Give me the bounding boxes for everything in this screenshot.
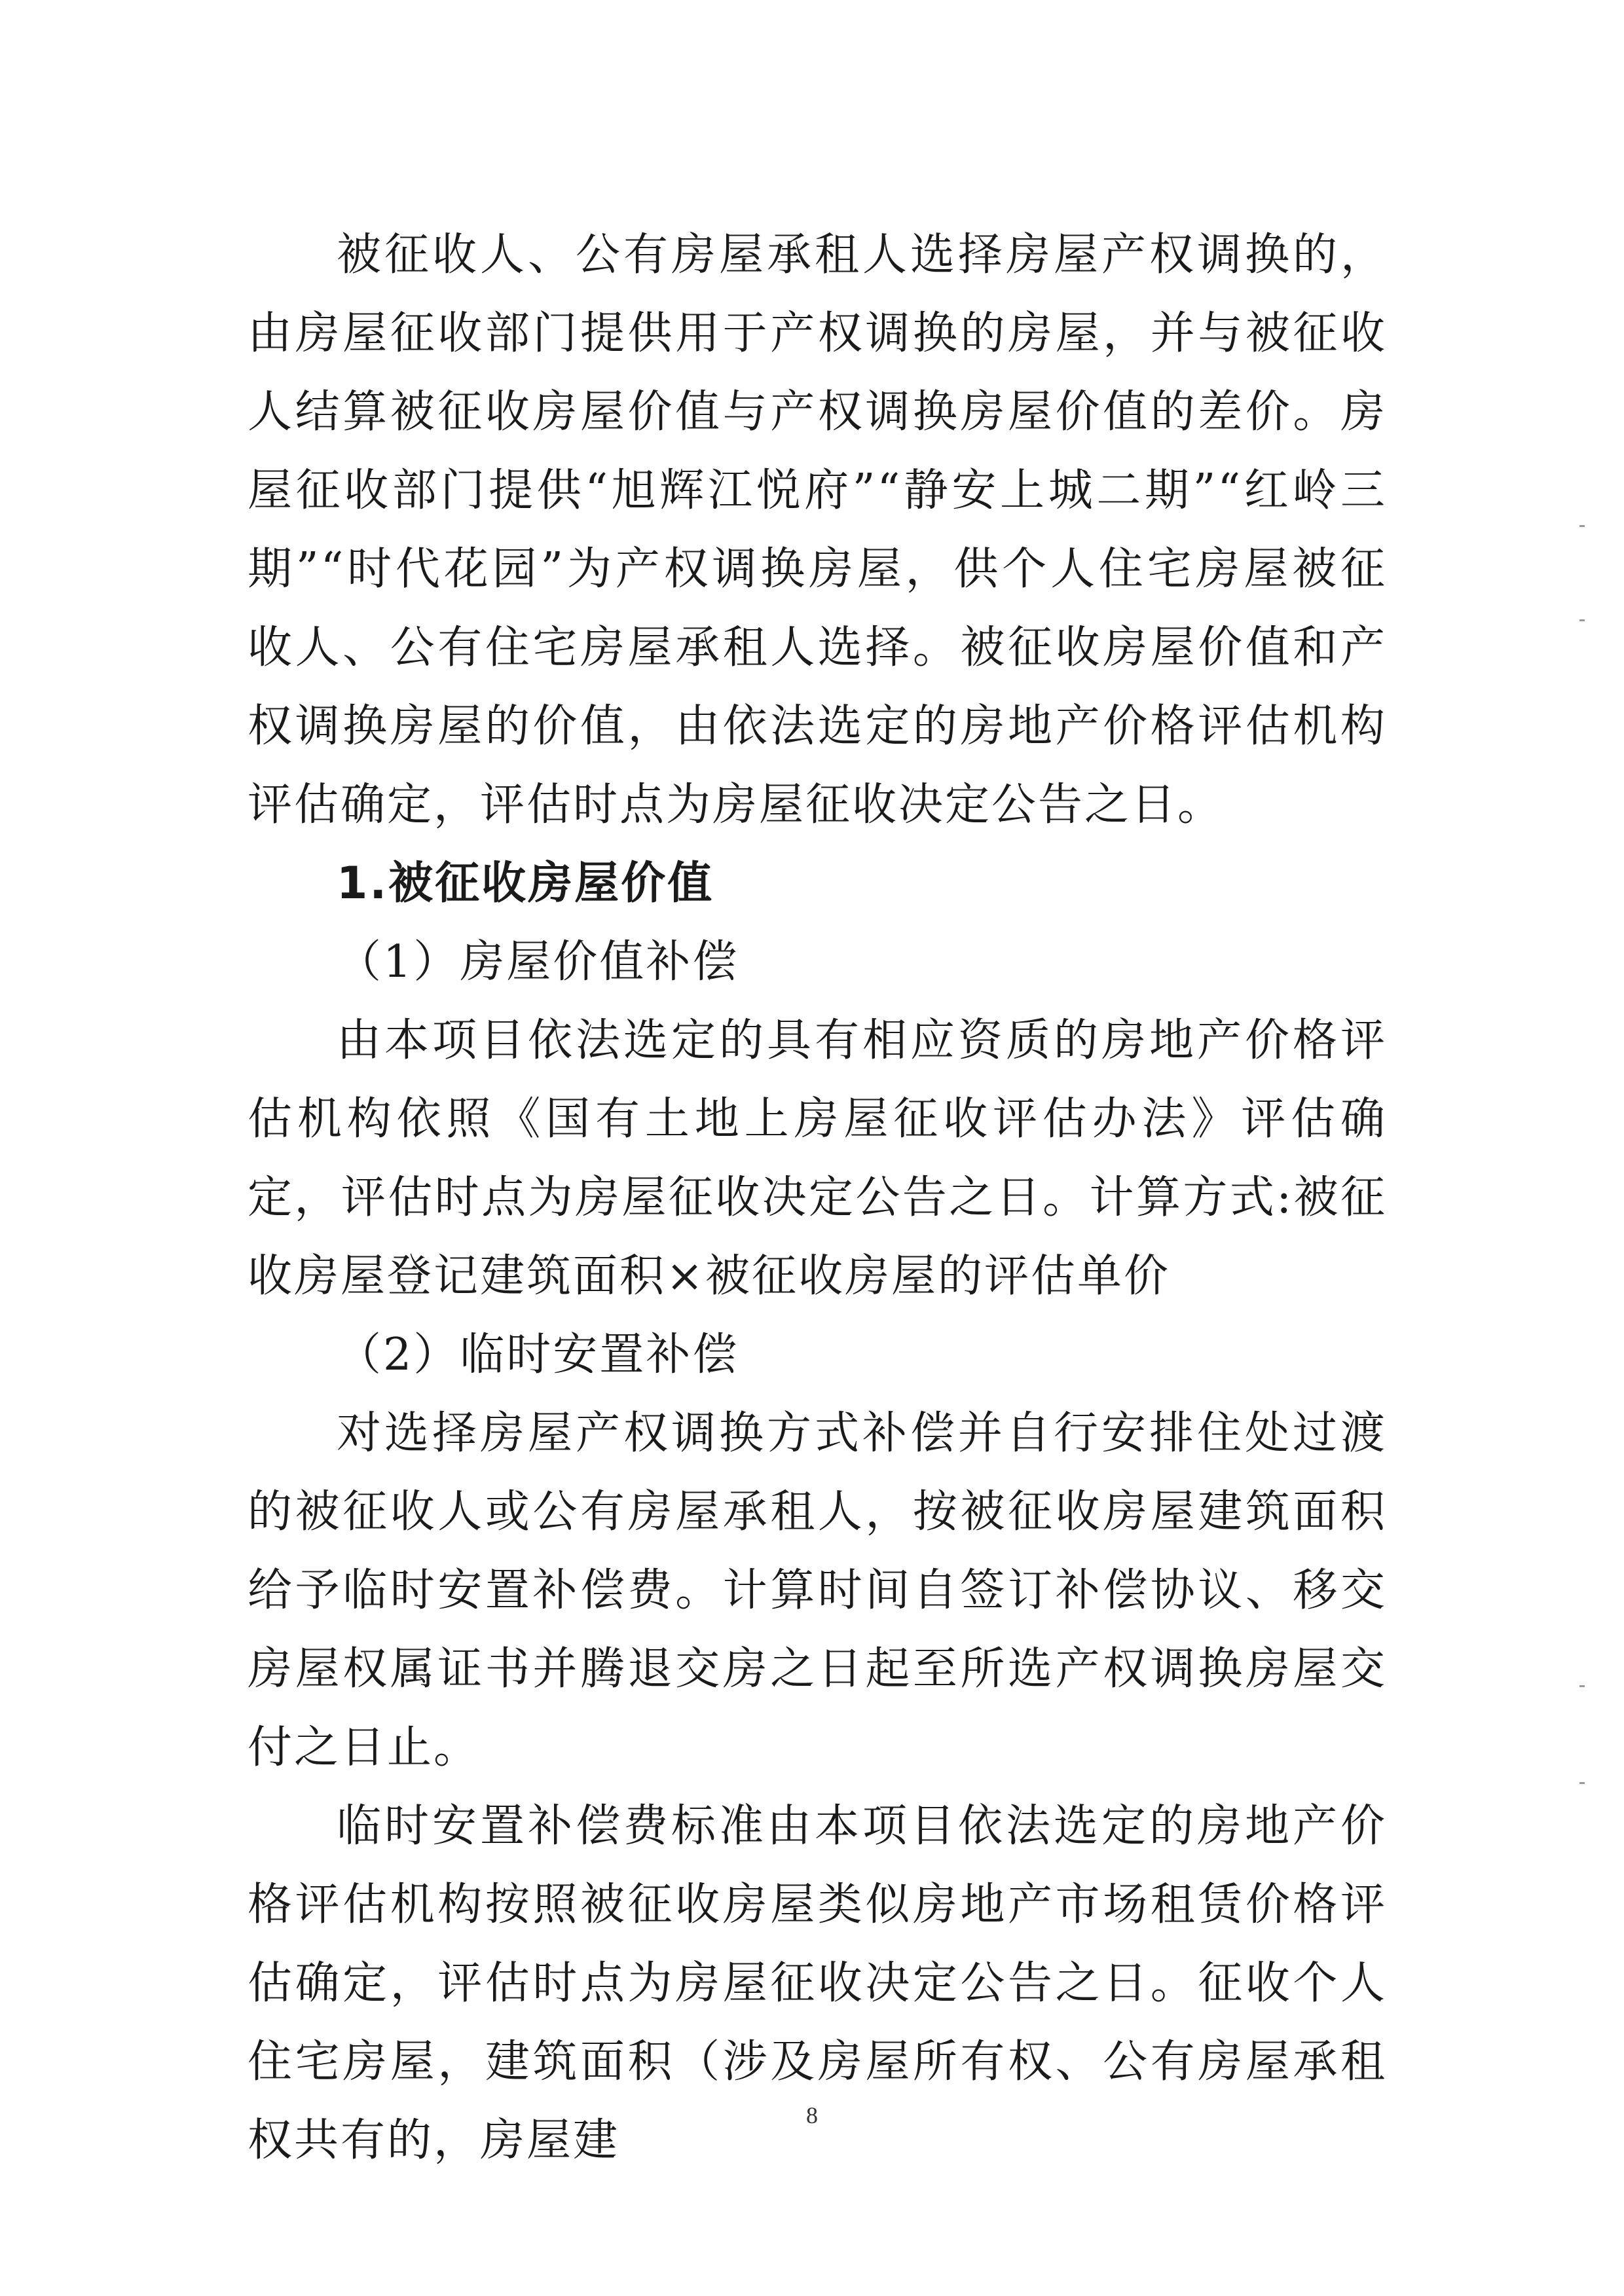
subheading-temporary-resettlement: （2）临时安置补偿	[337, 1329, 739, 1381]
subheading-house-value-compensation: （1）房屋价值补偿	[337, 936, 739, 988]
heading-expropriated-house-value: 1.被征收房屋价值	[337, 858, 714, 909]
scan-edge-mark	[1579, 1685, 1585, 1687]
scan-edge-mark	[1579, 525, 1585, 527]
paragraph-valuation-method: 由本项目依法选定的具有相应资质的房地产价格评估机构依照《国有土地上房屋征收评估办法》评估确定，评估时点为房屋征收决定公告之日。计算方式:被征收房屋登记建筑面积×被征收房屋的评估单价	[248, 1015, 1387, 1302]
scan-edge-mark	[1579, 619, 1585, 621]
paragraph-property-exchange: 被征收人、公有房屋承租人选择房屋产权调换的，由房屋征收部门提供用于产权调换的房屋，并与被征收人结算被征收房屋价值与产权调换房屋价值的差价。房屋征收部门提供“旭辉江悦府”“静安上城二期”“红岭三期”“时代花园”为产权调换房屋，供个人住宅房屋被征收人、公有住宅房屋承租人选择。被征收房屋价值和产权调换房屋的价值，由依法选定的房地产价格评估机构评估确定，评估时点为房屋征收决定公告之日。	[248, 229, 1387, 831]
document-body	[248, 216, 1387, 2180]
paragraph-resettlement-standard: 临时安置补偿费标准由本项目依法选定的房地产价格评估机构按照被征收房屋类似房地产市场租赁价格评估确定，评估时点为房屋征收决定公告之日。征收个人住宅房屋，建筑面积（涉及房屋所有权、公有房屋承租权共有的，房屋建	[248, 1800, 1387, 2166]
paragraph-resettlement-fee: 对选择房屋产权调换方式补偿并自行安排住处过渡的被征收人或公有房屋承租人，按被征收房屋建筑面积给予临时安置补偿费。计算时间自签订补偿协议、移交房屋权属证书并腾退交房之日起至所选产权调换房屋交付之日止。	[248, 1408, 1387, 1774]
scan-edge-mark	[1579, 1782, 1585, 1784]
page-number: 8	[806, 2102, 818, 2128]
